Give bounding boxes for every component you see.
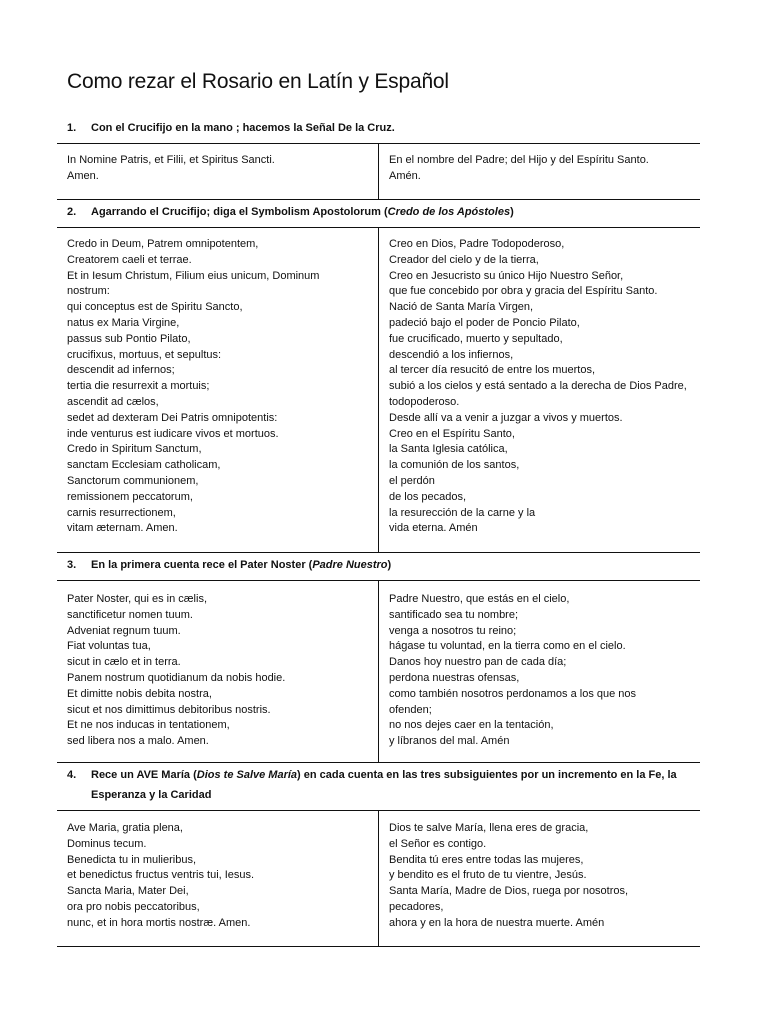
section-1-spanish — [389, 153, 701, 185]
prayer-line: la Santa Iglesia católica, — [389, 443, 508, 456]
prayer-line: In Nomine Patris, et Filii, et Spiritus Sancti. — [67, 154, 275, 166]
prayer-line: nunc, et in hora mortis nostræ. Amen. — [67, 916, 251, 929]
prayer-line: En el nombre del Padre; del Hijo y del Espíritu Santo. — [389, 154, 649, 166]
prayer-line: natus ex Maria Virgine, — [67, 316, 180, 329]
prayer-line: Pater Noster, qui es in cælis, — [67, 593, 208, 605]
section-3-latin — [67, 592, 372, 750]
prayer-line: et benedictus fructus ventris tui, Iesus. — [67, 869, 255, 882]
prayer-line: vitam æternam. Amen. — [67, 522, 178, 535]
prayer-line: que fue concebido por obra y gracia del Espíritu Santo. — [389, 285, 658, 298]
prayer-line: hágase tu voluntad, en la tierra como en el cielo. — [389, 640, 626, 653]
table-rule — [57, 946, 700, 947]
section-heading-italic: Padre Nuestro — [312, 559, 388, 571]
prayer-line: inde venturus est iudicare vivos et mortuos. — [67, 427, 279, 440]
prayer-line: Desde allí va a venir a juzgar a vivos y muertos. — [389, 411, 623, 424]
section-2-latin — [67, 237, 372, 537]
section-4-heading — [67, 765, 707, 805]
prayer-line: Creador del cielo y de la tierra, — [389, 253, 539, 266]
prayer-line: Dios te salve María, llena eres de gracia, — [389, 822, 589, 834]
prayer-line: ora pro nobis peccatoribus, — [67, 900, 200, 913]
prayer-line: santificado sea tu nombre; — [389, 608, 519, 621]
prayer-line: sedet ad dexteram Dei Patris omnipotentis: — [67, 411, 278, 424]
prayer-line: Ave Maria, gratia plena, — [67, 822, 183, 834]
prayer-line: y bendito es el fruto de tu vientre, Jesús. — [389, 869, 587, 882]
prayer-line: todopoderoso. — [389, 395, 460, 408]
page-title: Como rezar el Rosario en Latín y Español — [67, 70, 449, 93]
prayer-line: Padre Nuestro, que estás en el cielo, — [389, 593, 570, 605]
section-number: 3. — [67, 559, 77, 571]
prayer-line: passus sub Pontio Pilato, — [67, 332, 191, 345]
column-divider — [378, 580, 379, 762]
prayer-line: vida eterna. Amén — [389, 522, 478, 535]
prayer-line: y líbranos del mal. Amén — [389, 735, 510, 748]
prayer-line: ascendit ad cælos, — [67, 395, 159, 408]
prayer-line: la comunión de los santos, — [389, 459, 520, 472]
section-3-spanish — [389, 592, 701, 750]
prayer-line: crucifixus, mortuus, et sepultus: — [67, 348, 222, 361]
section-2-spanish — [389, 237, 701, 537]
section-heading-end: ) — [510, 206, 514, 218]
prayer-line: Adveniat regnum tuum. — [67, 624, 181, 637]
section-3-heading — [67, 555, 707, 575]
prayer-line: el perdón — [389, 474, 435, 487]
prayer-line: Sancta Maria, Mater Dei, — [67, 885, 189, 898]
prayer-line: tertia die resurrexit a mortuis; — [67, 380, 210, 393]
prayer-line: sanctam Ecclesiam catholicam, — [67, 459, 221, 472]
section-2-heading — [67, 202, 707, 222]
prayer-line: Benedicta tu in mulieribus, — [67, 853, 197, 866]
prayer-line: padeció bajo el poder de Poncio Pilato, — [389, 316, 580, 329]
table-rule — [57, 199, 700, 200]
prayer-line: Credo in Deum, Patrem omnipotentem, — [67, 238, 259, 250]
prayer-line: Bendita tú eres entre todas las mujeres, — [389, 853, 584, 866]
prayer-line: Amen. — [67, 169, 99, 182]
prayer-line: Sanctorum communionem, — [67, 474, 199, 487]
prayer-line: Panem nostrum quotidianum da nobis hodie. — [67, 671, 286, 684]
section-heading-text: Agarrando el Crucifijo; diga el Symbolism Apostolorum ( — [91, 206, 388, 218]
prayer-line: no nos dejes caer en la tentación, — [389, 719, 554, 732]
prayer-line: Fiat voluntas tua, — [67, 640, 151, 653]
section-heading-text: Con el Crucifijo en la mano ; hacemos la Señal De la Cruz. — [91, 122, 395, 134]
prayer-line: el Señor es contigo. — [389, 837, 487, 850]
prayer-line: nostrum: — [67, 285, 110, 298]
section-heading-end: ) — [387, 559, 392, 571]
prayer-line: Creo en el Espíritu Santo, — [389, 427, 515, 440]
prayer-line: Danos hoy nuestro pan de cada día; — [389, 656, 567, 669]
section-heading-italic: Dios te Salve María — [196, 769, 298, 781]
prayer-line: al tercer día resucitó de entre los muertos, — [389, 364, 596, 377]
prayer-line: Et ne nos inducas in tentationem, — [67, 719, 230, 732]
prayer-line: sicut et nos dimittimus debitoribus nostris. — [67, 703, 271, 716]
prayer-line: Et in Iesum Christum, Filium eius unicum, Dominum — [67, 269, 320, 282]
prayer-line: Creo en Jesucristo su único Hijo Nuestro Señor, — [389, 269, 624, 282]
column-divider — [378, 227, 379, 552]
prayer-line: Creo en Dios, Padre Todopoderoso, — [389, 238, 565, 250]
section-1-heading — [67, 118, 707, 138]
section-4-latin — [67, 821, 372, 932]
section-number: 2. — [67, 206, 77, 218]
prayer-line: sicut in cælo et in terra. — [67, 656, 181, 669]
prayer-line: sanctificetur nomen tuum. — [67, 608, 193, 621]
prayer-line: descendió a los infiernos, — [389, 348, 514, 361]
column-divider — [378, 810, 379, 946]
prayer-line: como también nosotros perdonamos a los que nos — [389, 687, 637, 700]
table-rule — [57, 552, 700, 553]
prayer-line: Dominus tecum. — [67, 837, 147, 850]
prayer-line: la resurección de la carne y la — [389, 506, 536, 519]
section-heading-text: En la primera cuenta rece el Pater Noster ( — [91, 559, 313, 571]
prayer-line: qui conceptus est de Spiritu Sancto, — [67, 301, 243, 314]
prayer-line: Creatorem caeli et terrae. — [67, 253, 192, 266]
table-rule — [57, 762, 700, 763]
prayer-line: de los pecados, — [389, 490, 467, 503]
prayer-line: sed libera nos a malo. Amen. — [67, 735, 209, 748]
prayer-line: Nació de Santa María Virgen, — [389, 301, 534, 314]
prayer-line: Santa María, Madre de Dios, ruega por nosotros, — [389, 885, 629, 898]
prayer-line: descendit ad infernos; — [67, 364, 175, 377]
prayer-line: Et dimitte nobis debita nostra, — [67, 687, 212, 700]
prayer-line: ahora y en la hora de nuestra muerte. Amén — [389, 916, 605, 929]
prayer-line: remissionem peccatorum, — [67, 490, 193, 503]
section-number: 1. — [67, 122, 77, 134]
prayer-line: subió a los cielos y está sentado a la derecha de Dios Padre, — [389, 380, 687, 393]
prayer-line: fue crucificado, muerto y sepultado, — [389, 332, 563, 345]
prayer-line: ofenden; — [389, 703, 432, 716]
section-4-spanish — [389, 821, 701, 932]
section-heading-italic: Credo de los Apóstoles — [387, 206, 511, 218]
prayer-line: pecadores, — [389, 900, 444, 913]
section-1-latin — [67, 153, 372, 185]
prayer-line: carnis resurrectionem, — [67, 506, 176, 519]
section-heading-text: Rece un AVE María ( — [91, 769, 197, 781]
prayer-line: Credo in Spiritum Sanctum, — [67, 443, 202, 456]
section-number: 4. — [67, 769, 77, 781]
prayer-line: Amén. — [389, 169, 421, 182]
prayer-line: perdona nuestras ofensas, — [389, 671, 520, 684]
section-heading-end: ) en cada cuenta en las tres subsiguientes por un incremento en la Fe, la Esperanza y la Caridad — [91, 769, 677, 801]
column-divider — [378, 143, 379, 199]
prayer-line: venga a nosotros tu reino; — [389, 624, 517, 637]
